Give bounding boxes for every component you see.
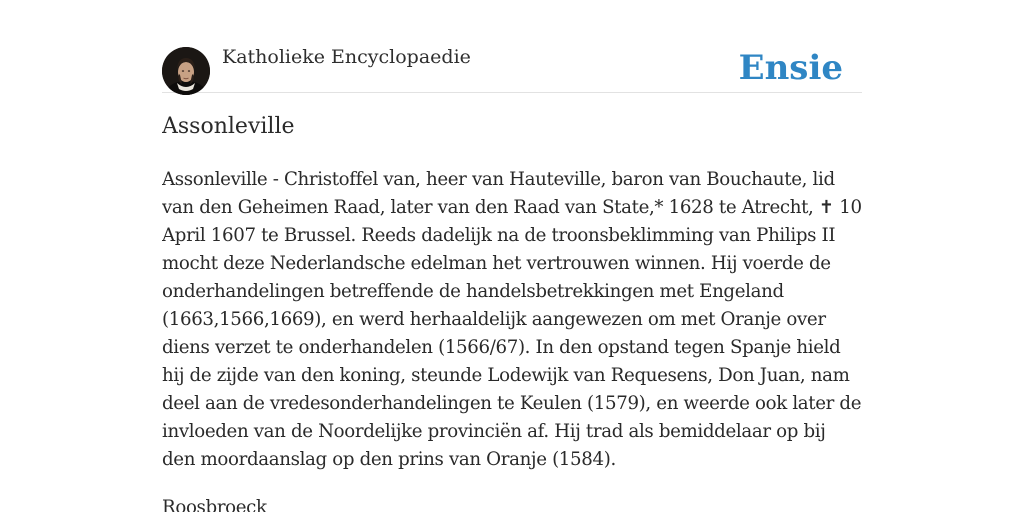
- article-body: Assonleville - Christoffel van, heer van Hauteville, baron van Bouchaute, lid van den Geheimen Raad, later van den Raad van State,* 1628 te Atrecht, ✝ 10 April 1607 te Brussel. Reeds dadelijk na de troonsbeklimming van Philips II mocht deze Nederlandsche edelman het vertrouwen winnen. Hij voerde de onderhandelingen betreffende de handelsbetrekkingen met Engeland (1663,1566,1669), en werd herhaaldelijk aangewezen om met Oranje over diens verzet te onderhandelen (1566/67). In den opstand tegen Spanje hield hij de zijde van den koning, steunde Lodewijk van Requesens, Don Juan, nam deel aan de vredesonderhandelingen te Keulen (1579), en weerde ook later de invloeden van de Noordelijke provinciën af. Hij trad als bemiddelaar op bij den moordaanslag op den prins van Oranje (1584).: [162, 169, 862, 470]
- source-name[interactable]: Katholieke Encyclopaedie: [222, 46, 471, 68]
- article-title: Assonleville: [162, 114, 295, 139]
- article-page: [162, 0, 862, 512]
- brand-logo-link[interactable]: Ensie: [738, 48, 843, 88]
- portrait-icon[interactable]: [162, 47, 210, 95]
- page-header: [162, 44, 862, 93]
- article-author: Roosbroeck: [162, 497, 267, 512]
